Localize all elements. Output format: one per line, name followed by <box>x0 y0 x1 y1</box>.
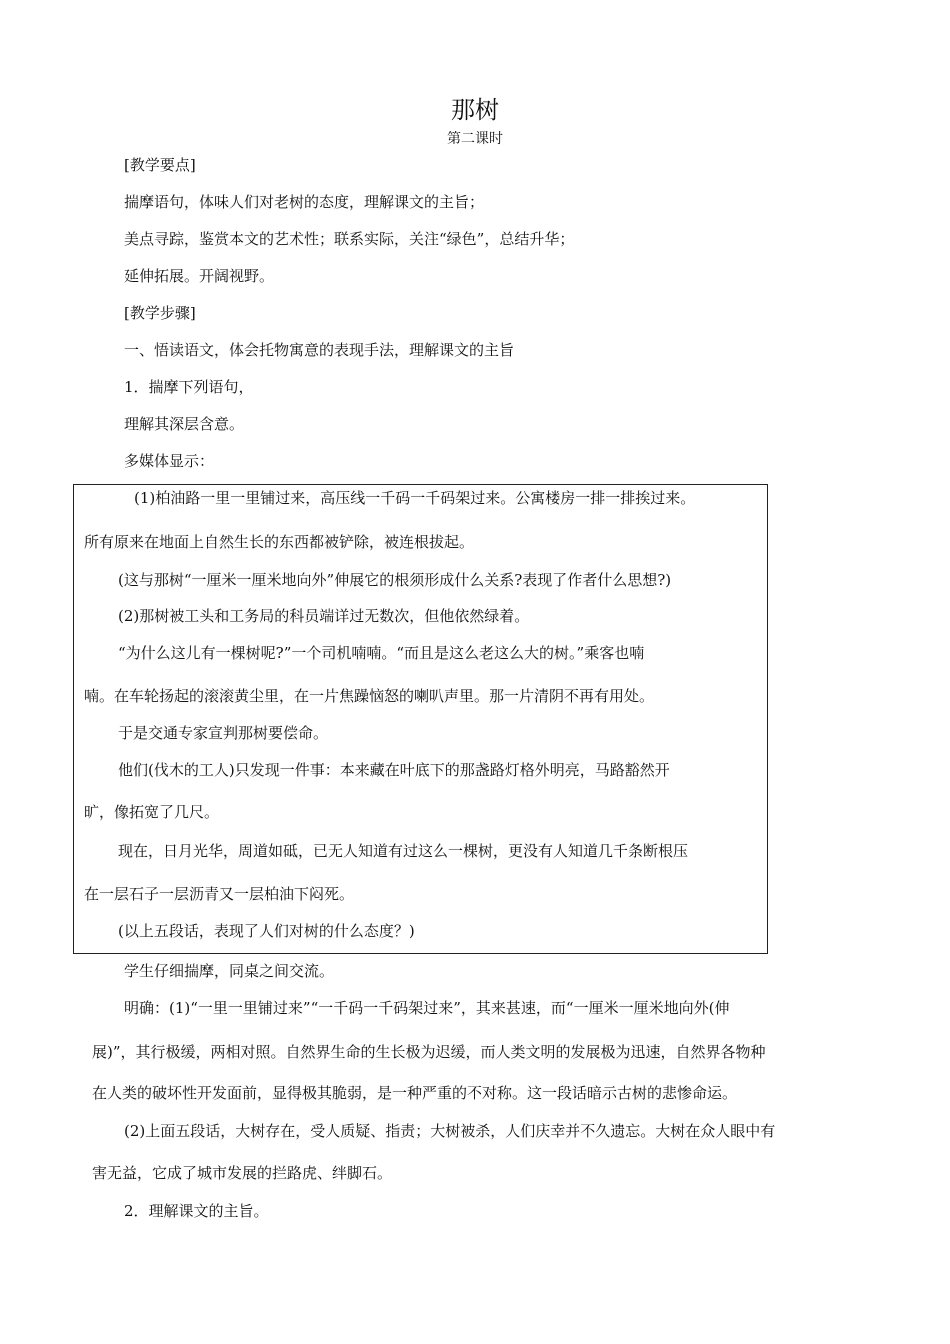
key-point-2: 美点寻踪，鉴赏本文的艺术性；联系实际，关注“绿色”，总结升华； <box>124 230 575 248</box>
after-line-7: 2．理解课文的主旨。 <box>124 1202 269 1220</box>
after-line-5: (2)上面五段话，大树存在，受人质疑、指责；大树被杀，人们庆幸并不久遗忘。大树在众人眼中有 <box>124 1122 776 1140</box>
steps-heading: [教学步骤] <box>124 304 196 322</box>
box-line-8: 他们(伐木的工人)只发现一件事：本来藏在叶底下的那盏路灯格外明亮，马路豁然开 <box>118 761 670 779</box>
box-line-4: (2)那树被工头和工务局的科员端详过无数次，但他依然绿着。 <box>118 607 530 625</box>
box-line-10: 现在，日月光华，周道如砥，已无人知道有过这么一棵树，更没有人知道几千条断根压 <box>118 842 689 860</box>
box-line-6: 喃。在车轮扬起的滚滚黄尘里，在一片焦躁恼怒的喇叭声里。那一片清阴不再有用处。 <box>84 687 655 705</box>
box-line-1: (1)柏油路一里一里铺过来，高压线一千码一千码架过来。公寓楼房一排一排挨过来。 <box>134 489 696 507</box>
box-line-2: 所有原来在地面上自然生长的东西都被铲除，被连根拔起。 <box>84 533 475 551</box>
key-points-heading: [教学要点] <box>124 156 196 174</box>
box-line-11: 在一层石子一层沥青又一层柏油下闷死。 <box>84 885 355 903</box>
box-line-5: “为什么这儿有一棵树呢?”一个司机喃喃。“而且是这么老这么大的树。”乘客也喃 <box>118 644 645 662</box>
after-line-2: 明确：(1)“一里一里铺过来”“一千码一千码架过来”，其来甚速，而“一厘米一厘米地向外(伸 <box>124 999 730 1017</box>
section-1-heading: 一、悟读语文，体会托物寓意的表现手法，理解课文的主旨 <box>124 341 515 359</box>
key-point-1: 揣摩语句，体味人们对老树的态度，理解课文的主旨； <box>124 193 485 211</box>
doc-title: 那树 <box>451 96 499 124</box>
key-point-3: 延伸拓展。开阔视野。 <box>124 267 275 285</box>
after-line-6: 害无益，它成了城市发展的拦路虎、绊脚石。 <box>92 1164 393 1182</box>
after-line-1: 学生仔细揣摩，同桌之间交流。 <box>124 962 335 980</box>
doc-subtitle: 第二课时 <box>447 131 503 147</box>
box-line-12: (以上五段话，表现了人们对树的什么态度？) <box>118 922 415 940</box>
box-line-9: 旷，像拓宽了几尺。 <box>84 803 220 821</box>
after-line-4: 在人类的破坏性开发面前，显得极其脆弱，是一种严重的不对称。这一段话暗示古树的悲惨命运。 <box>92 1084 738 1102</box>
item-1-continued: 理解其深层含意。 <box>124 415 245 433</box>
item-1: 1．揣摩下列语句， <box>124 378 254 396</box>
after-line-3: 展)”，其行极缓，两相对照。自然界生命的生长极为迟缓，而人类文明的发展极为迅速，自然界各物种 <box>92 1043 766 1061</box>
box-line-7: 于是交通专家宣判那树要偿命。 <box>118 724 329 742</box>
multimedia-label: 多媒体显示： <box>124 452 215 470</box>
box-line-3: (这与那树“一厘米一厘米地向外”伸展它的根须形成什么关系?表现了作者什么思想?) <box>118 571 672 589</box>
